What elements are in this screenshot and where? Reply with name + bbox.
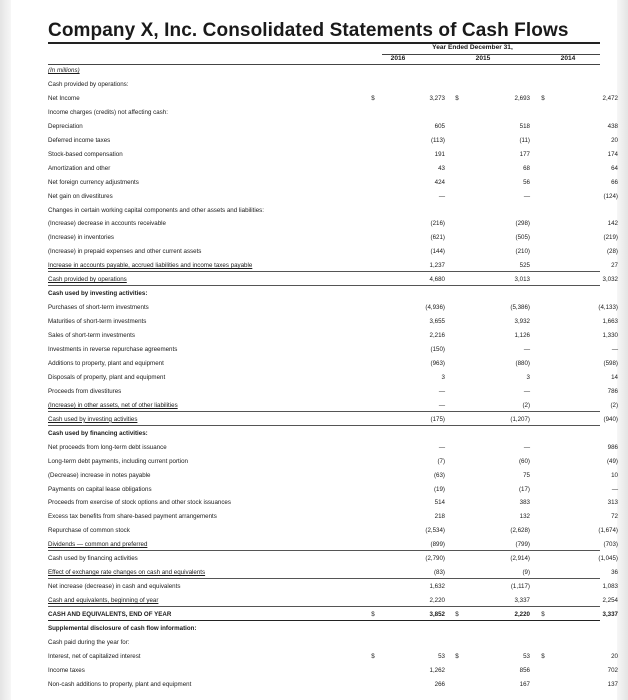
currency-symbol: $	[541, 652, 545, 660]
value-2014: 66	[611, 178, 618, 186]
table-row	[48, 581, 618, 592]
value-2014: —	[611, 346, 618, 353]
value-2016: —	[438, 387, 445, 395]
row-label: Cash used by financing activities	[48, 555, 138, 563]
value-2016: (113)	[431, 136, 445, 144]
value-2015: 53	[523, 652, 530, 660]
row-label: Supplemental disclosure of cash flow information:	[48, 625, 197, 632]
value-2016: (216)	[430, 220, 445, 228]
table-row	[48, 470, 618, 481]
row-label: Net proceeds from long-term debt issuance	[48, 443, 167, 451]
value-2015: 1,126	[514, 332, 530, 340]
page-edge-left	[0, 0, 11, 700]
currency-symbol: $	[371, 611, 375, 619]
table-row	[48, 511, 618, 522]
value-2015: (2)	[522, 401, 530, 409]
value-2015: (799)	[515, 541, 530, 549]
value-2016: (150)	[430, 346, 445, 353]
value-2014: —	[611, 485, 618, 493]
value-2015: (505)	[515, 234, 530, 242]
table-row	[48, 107, 600, 118]
currency-symbol: $	[455, 652, 459, 660]
value-2014: 786	[607, 387, 618, 395]
row-label: Changes in certain working capital components and other assets and liabilities:	[48, 206, 264, 214]
table-row	[48, 288, 600, 299]
value-2015: 132	[519, 513, 530, 521]
value-2015: 3,337	[514, 597, 530, 605]
table-row	[48, 135, 618, 146]
value-2016: 1,237	[429, 262, 445, 270]
value-2016: 4,680	[429, 276, 445, 284]
value-2015: (17)	[518, 485, 530, 493]
row-label: Net increase (decrease) in cash and equivalents	[48, 583, 181, 591]
row-label: Cash provided by operations	[48, 276, 127, 284]
value-2016: (19)	[433, 485, 445, 493]
row-label: Additions to property, plant and equipment	[48, 359, 164, 367]
row-label: Cash used by investing activities:	[48, 290, 148, 298]
table-row	[48, 316, 618, 327]
year-2016-header: 2016	[390, 55, 406, 62]
value-2016: (621)	[430, 234, 445, 242]
value-2015: —	[523, 346, 530, 353]
row-label: Cash used by financing activities:	[48, 429, 148, 437]
value-2015: 2,693	[514, 94, 530, 102]
table-row	[48, 609, 618, 621]
value-2015: 68	[523, 164, 530, 172]
value-2014: 27	[611, 262, 618, 270]
table-row	[48, 651, 618, 662]
table-row	[48, 149, 618, 160]
row-label: (Increase) in prepaid expenses and other current assets	[48, 248, 202, 256]
table-row	[48, 191, 618, 202]
year-2014-header: 2014	[560, 55, 576, 62]
value-2015: 525	[519, 262, 530, 270]
table-row	[48, 665, 618, 676]
value-2015: (9)	[522, 569, 530, 577]
value-2016: —	[438, 192, 445, 200]
row-label: Cash paid during the year for:	[48, 638, 130, 646]
row-label: Interest, net of capitalized interest	[48, 652, 141, 660]
row-label: Cash provided by operations:	[48, 80, 129, 88]
value-2015: (2,914)	[510, 555, 530, 563]
value-2015: (11)	[519, 136, 530, 144]
row-label: Increase in accounts payable, accrued liabilities and income taxes payable	[48, 262, 253, 270]
table-row	[48, 623, 600, 634]
value-2015: (5,386)	[510, 304, 530, 312]
table-row	[48, 679, 618, 690]
year-2015-header: 2015	[475, 55, 491, 62]
value-2015: (298)	[515, 220, 530, 228]
value-2014: 142	[607, 220, 618, 228]
value-2016: 3	[441, 373, 445, 381]
row-label: Depreciation	[48, 122, 83, 130]
table-row	[48, 274, 618, 286]
row-label: Income taxes	[48, 666, 85, 674]
row-label: Proceeds from exercise of stock options and other stock issuances	[48, 499, 231, 507]
value-2015: 56	[523, 178, 530, 186]
value-2014: 137	[607, 680, 618, 688]
value-2014: 20	[611, 136, 618, 144]
value-2016: —	[438, 443, 445, 451]
table-row	[48, 79, 600, 90]
row-label: Repurchase of common stock	[48, 527, 130, 535]
row-label: Income charges (credits) not affecting cash:	[48, 108, 168, 116]
table-row	[48, 484, 618, 495]
value-2016: (63)	[433, 471, 445, 479]
value-2016: 191	[434, 150, 445, 158]
value-2015: (2,628)	[510, 527, 530, 535]
value-2016: 43	[438, 164, 445, 172]
value-2015: (1,207)	[510, 415, 530, 423]
row-label: Net Income	[48, 94, 80, 102]
table-row	[48, 372, 618, 383]
period-header: Year Ended December 31,	[432, 44, 513, 51]
value-2014: (1,045)	[598, 555, 618, 563]
value-2016: 605	[434, 122, 445, 130]
row-label: Cash used by investing activities	[48, 415, 138, 423]
value-2014: (28)	[606, 248, 618, 256]
document-title: Company X, Inc. Consolidated Statements of Cash Flows	[48, 20, 569, 41]
value-2016: 266	[434, 680, 445, 688]
value-2014: 2,472	[602, 94, 618, 102]
table-row	[48, 553, 618, 564]
value-2014: (1,674)	[598, 527, 618, 535]
value-2014: (124)	[603, 192, 618, 200]
row-label: Deferred income taxes	[48, 136, 111, 144]
value-2015: 383	[519, 499, 530, 507]
row-label: Investments in reverse repurchase agreements	[48, 346, 178, 353]
value-2014: 64	[611, 164, 618, 172]
table-row	[48, 246, 618, 257]
row-label: Non-cash additions to property, plant and equipment	[48, 680, 192, 688]
value-2014: 438	[607, 122, 618, 130]
value-2014: 174	[607, 150, 618, 158]
table-row	[48, 595, 618, 607]
value-2015: —	[523, 443, 530, 451]
value-2014: (598)	[603, 359, 618, 367]
value-2015: 3	[526, 373, 530, 381]
value-2016: (144)	[430, 248, 445, 256]
value-2015: 177	[519, 150, 530, 158]
value-2014: 313	[607, 499, 618, 507]
value-2014: (219)	[603, 234, 618, 242]
value-2016: 3,273	[429, 94, 445, 102]
value-2016: —	[438, 401, 445, 409]
currency-symbol: $	[455, 94, 459, 102]
table-row	[48, 539, 618, 551]
value-2016: (4,936)	[425, 304, 445, 312]
value-2015: 3,013	[514, 276, 530, 284]
row-label: Disposals of property, plant and equipment	[48, 373, 166, 381]
table-row	[48, 414, 618, 426]
value-2015: 75	[523, 471, 530, 479]
value-2015: (880)	[515, 359, 530, 367]
value-2014: 3,032	[602, 276, 618, 284]
value-2015: (1,117)	[510, 583, 530, 591]
value-2016: 514	[434, 499, 445, 507]
value-2014: 14	[611, 373, 618, 381]
value-2014: 3,337	[602, 611, 618, 619]
value-2016: 1,262	[429, 666, 445, 674]
row-label: Net gain on divestitures	[48, 192, 113, 200]
table-row	[48, 525, 618, 536]
value-2015: 856	[519, 666, 530, 674]
row-label: (In millions)	[48, 67, 80, 74]
value-2016: (2,790)	[425, 555, 445, 563]
value-2015: —	[523, 387, 530, 395]
value-2016: (963)	[430, 359, 445, 367]
table-row	[48, 386, 618, 397]
row-label: Effect of exchange rate changes on cash and equivalents	[48, 569, 206, 577]
value-2014: 72	[611, 513, 618, 521]
table-row	[48, 497, 618, 508]
value-2016: 2,216	[429, 332, 445, 340]
currency-symbol: $	[455, 611, 459, 619]
currency-symbol: $	[371, 652, 375, 660]
table-row	[48, 456, 618, 467]
row-label: Dividends — common and preferred	[48, 541, 148, 549]
row-label: (Increase) decrease in accounts receivable	[48, 220, 166, 228]
value-2014: 2,254	[602, 597, 618, 605]
value-2016: 424	[434, 178, 445, 186]
value-2014: 702	[607, 666, 618, 674]
currency-symbol: $	[371, 94, 375, 102]
row-label: Long-term debt payments, including current portion	[48, 457, 188, 465]
row-label: Payments on capital lease obligations	[48, 485, 152, 493]
row-label: Cash and equivalents, beginning of year	[48, 597, 159, 605]
row-label: Proceeds from divestitures	[48, 387, 122, 395]
value-2015: —	[523, 192, 530, 200]
row-label: Amortization and other	[48, 164, 111, 172]
value-2014: (49)	[606, 457, 618, 465]
table-row	[48, 637, 600, 648]
value-2016: 2,220	[429, 597, 445, 605]
value-2015: 167	[519, 680, 530, 688]
row-label: Net foreign currency adjustments	[48, 178, 139, 186]
table-row	[48, 428, 600, 439]
value-2014: 1,330	[602, 332, 618, 340]
value-2015: 3,932	[514, 318, 530, 326]
page-edge-right	[617, 0, 628, 700]
value-2016: (2,534)	[425, 527, 445, 535]
table-row	[48, 163, 618, 174]
table-row	[48, 177, 618, 188]
value-2014: 36	[611, 569, 618, 577]
row-label: Stock-based compensation	[48, 150, 123, 158]
value-2016: (175)	[430, 415, 445, 423]
table-row	[48, 121, 618, 132]
table-row	[48, 567, 618, 579]
currency-symbol: $	[541, 94, 545, 102]
table-row	[48, 344, 618, 355]
value-2014: 10	[611, 471, 618, 479]
value-2016: (83)	[433, 569, 445, 577]
row-label: (Decrease) increase in notes payable	[48, 471, 151, 479]
table-row	[48, 205, 600, 216]
value-2016: 3,852	[429, 611, 445, 619]
value-2015: 2,220	[514, 611, 530, 619]
value-2016: 1,632	[429, 583, 445, 591]
value-2015: (60)	[518, 457, 530, 465]
table-row	[48, 400, 618, 412]
value-2015: (210)	[515, 248, 530, 256]
value-2016: 3,655	[429, 318, 445, 326]
value-2014: (703)	[603, 541, 618, 549]
value-2016: 53	[438, 652, 445, 660]
table-row	[48, 93, 618, 104]
currency-symbol: $	[541, 611, 545, 619]
value-2014: 1,083	[602, 583, 618, 591]
value-2015: 518	[519, 122, 530, 130]
value-2014: (2)	[610, 401, 618, 409]
value-2014: (4,133)	[598, 304, 618, 312]
value-2014: 1,663	[602, 318, 618, 326]
value-2016: 218	[434, 513, 445, 521]
row-label: (Increase) in inventories	[48, 234, 115, 242]
table-row	[48, 442, 618, 453]
row-label: Excess tax benefits from share-based payment arrangements	[48, 513, 217, 521]
value-2016: (899)	[430, 541, 445, 549]
row-label: (Increase) in other assets, net of other liabilities	[48, 401, 178, 409]
row-label: CASH AND EQUIVALENTS, END OF YEAR	[48, 611, 172, 619]
table-row	[48, 330, 618, 341]
table-row	[48, 218, 618, 229]
row-label: Purchases of short-term investments	[48, 304, 149, 312]
row-label: Maturities of short-term investments	[48, 318, 147, 326]
table-row	[48, 232, 618, 243]
table-row	[48, 302, 618, 313]
value-2014: (940)	[603, 415, 618, 423]
value-2014: 986	[607, 443, 618, 451]
table-row	[48, 65, 600, 76]
row-label: Sales of short-term investments	[48, 332, 135, 340]
value-2014: 20	[611, 652, 618, 660]
table-row	[48, 260, 618, 272]
value-2016: (7)	[437, 457, 445, 465]
table-row	[48, 358, 618, 369]
